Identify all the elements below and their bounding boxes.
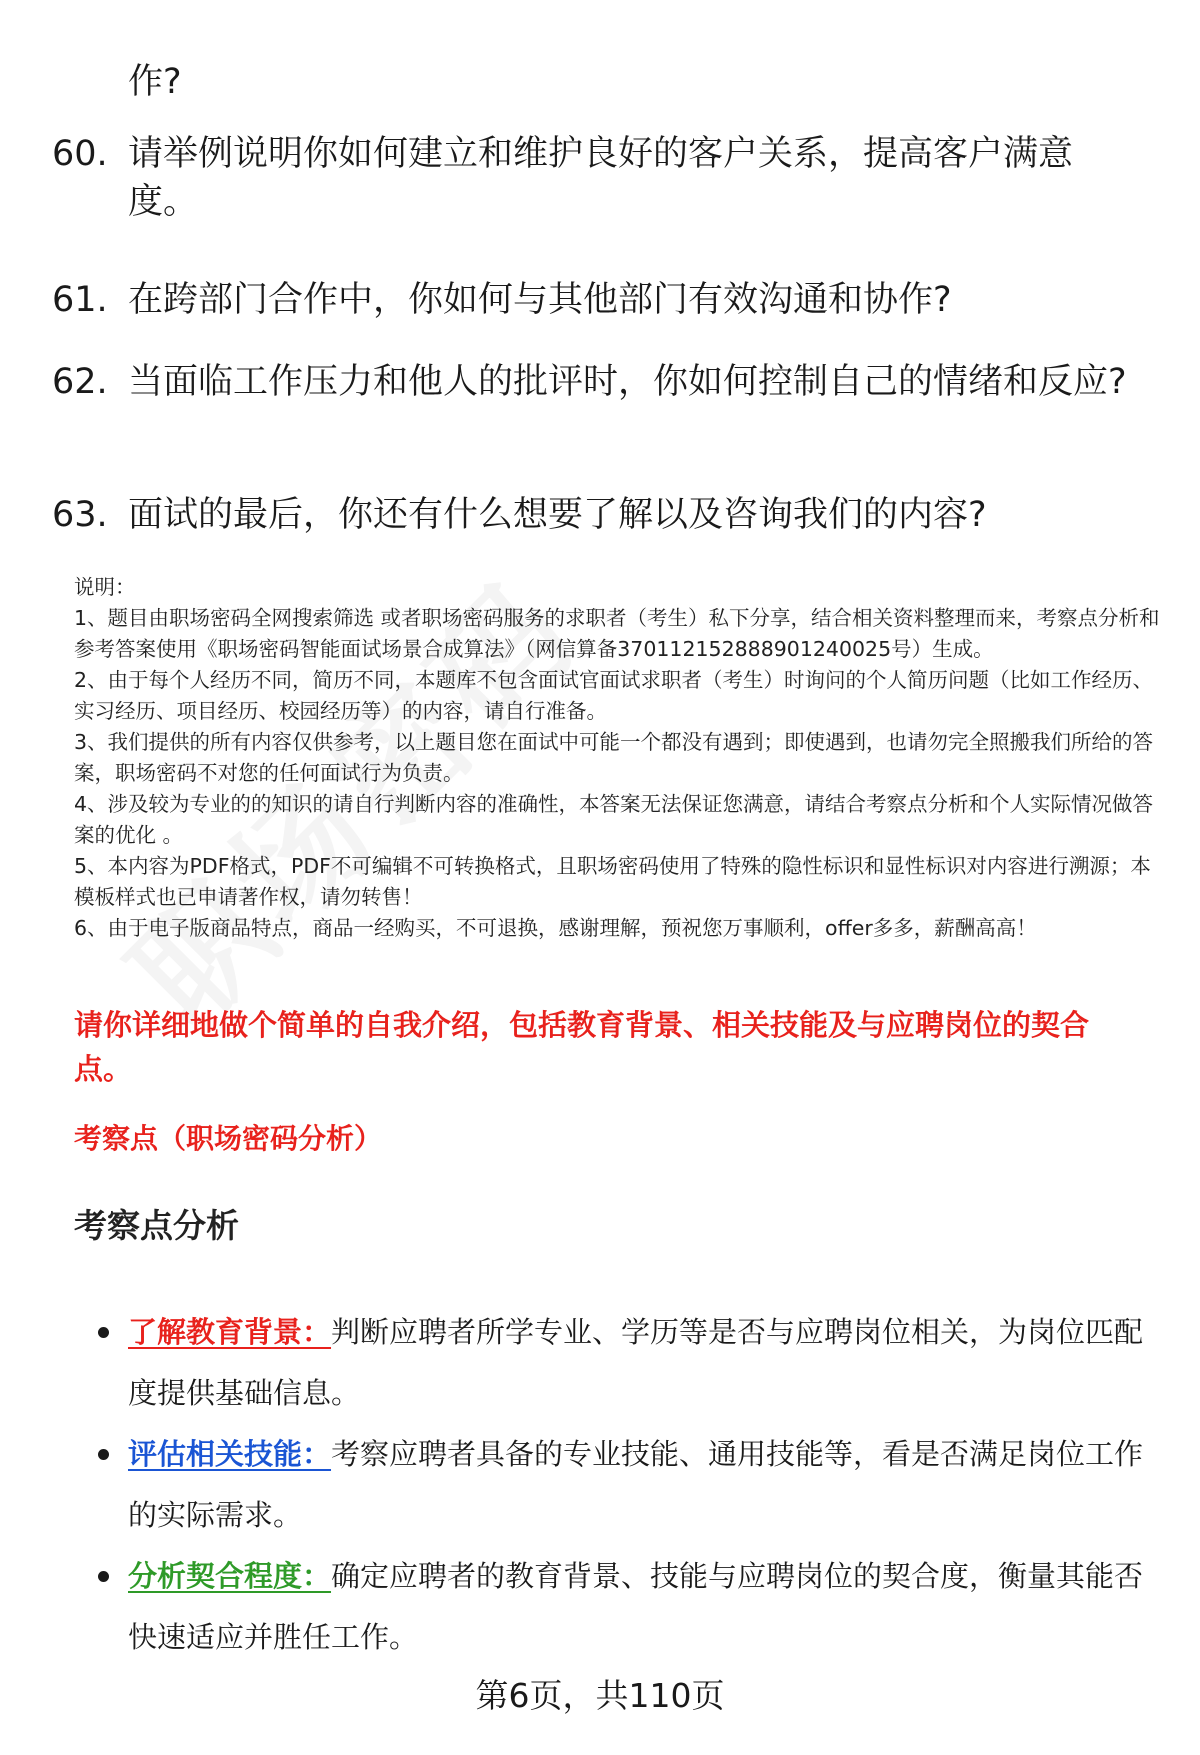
question-continuation: 作?	[128, 62, 182, 102]
question-text: 面试的最后，你还有什么想要了解以及咨询我们的内容?	[128, 495, 987, 535]
notes-item: 2、由于每个人经历不同，简历不同，本题库不包含面试官面试求职者（考生）时询问的个人简历问题（比如工作经历、实习经历、项目经历、校园经历等）的内容，请自行准备。	[74, 668, 1154, 723]
notes-heading: 说明：	[74, 575, 136, 599]
analysis-point	[98, 1546, 1148, 1668]
question-text: 请举例说明你如何建立和维护良好的客户关系，提高客户满意度。	[128, 134, 1074, 222]
point-label: 分析契合程度：	[128, 1559, 332, 1593]
question-number: 62.	[52, 362, 108, 402]
analysis-subtitle: 考察点（职场密码分析）	[74, 1122, 383, 1155]
point-text: 判断应聘者所学专业、学历等是否与应聘岗位相关，为岗位匹配度提供基础信息。	[128, 1315, 1144, 1410]
question-number: 61.	[52, 280, 108, 320]
point-label: 了解教育背景：	[128, 1315, 332, 1349]
question-text: 当面临工作压力和他人的批评时，你如何控制自己的情绪和反应?	[128, 362, 1127, 402]
question-text: 在跨部门合作中，你如何与其他部门有效沟通和协作?	[128, 280, 952, 320]
bullet-icon	[98, 1327, 109, 1338]
question-item	[52, 358, 1127, 406]
page-footer: 第6页，共110页	[475, 1676, 725, 1715]
analysis-point	[98, 1302, 1148, 1424]
question-item	[52, 276, 1112, 324]
notes-item: 4、涉及较为专业的的知识的请自行判断内容的准确性，本答案无法保证您满意，请结合考察点分析和个人实际情况做答案的优化 。	[74, 792, 1154, 847]
analysis-points	[98, 1302, 1148, 1668]
question-item	[52, 130, 1112, 226]
disclaimer-notes	[74, 572, 1164, 944]
bullet-icon	[98, 1449, 109, 1460]
analysis-point	[98, 1424, 1148, 1546]
notes-item: 6、由于电子版商品特点，商品一经购买，不可退换，感谢理解，预祝您万事顺利，offer多多，薪酬高高！	[74, 916, 1037, 940]
notes-item: 1、题目由职场密码全网搜索筛选 或者职场密码服务的求职者（考生）私下分享，结合相关资料整理而来，考察点分析和参考答案使用《职场密码智能面试场景合成算法》（网信算备370112152888901240025号）生成。	[74, 606, 1160, 661]
question-number: 60.	[52, 134, 108, 174]
point-label: 评估相关技能：	[128, 1437, 332, 1471]
notes-item: 3、我们提供的所有内容仅供参考，以上题目您在面试中可能一个都没有遇到；即使遇到，也请勿完全照搬我们所给的答案，职场密码不对您的任何面试行为负责。	[74, 730, 1154, 785]
highlighted-question: 请你详细地做个简单的自我介绍，包括教育背景、相关技能及与应聘岗位的契合点。	[74, 1008, 1090, 1086]
notes-item: 5、本内容为PDF格式，PDF不可编辑不可转换格式，且职场密码使用了特殊的隐性标识和显性标识对内容进行溯源；本模板样式也已申请著作权，请勿转售！	[74, 854, 1151, 909]
point-text: 考察应聘者具备的专业技能、通用技能等，看是否满足岗位工作的实际需求。	[128, 1437, 1144, 1532]
question-item	[52, 491, 1112, 539]
section-title: 考察点分析	[74, 1206, 239, 1245]
question-number: 63.	[52, 495, 108, 535]
point-text: 确定应聘者的教育背景、技能与应聘岗位的契合度，衡量其能否快速适应并胜任工作。	[128, 1559, 1144, 1654]
bullet-icon	[98, 1571, 109, 1582]
